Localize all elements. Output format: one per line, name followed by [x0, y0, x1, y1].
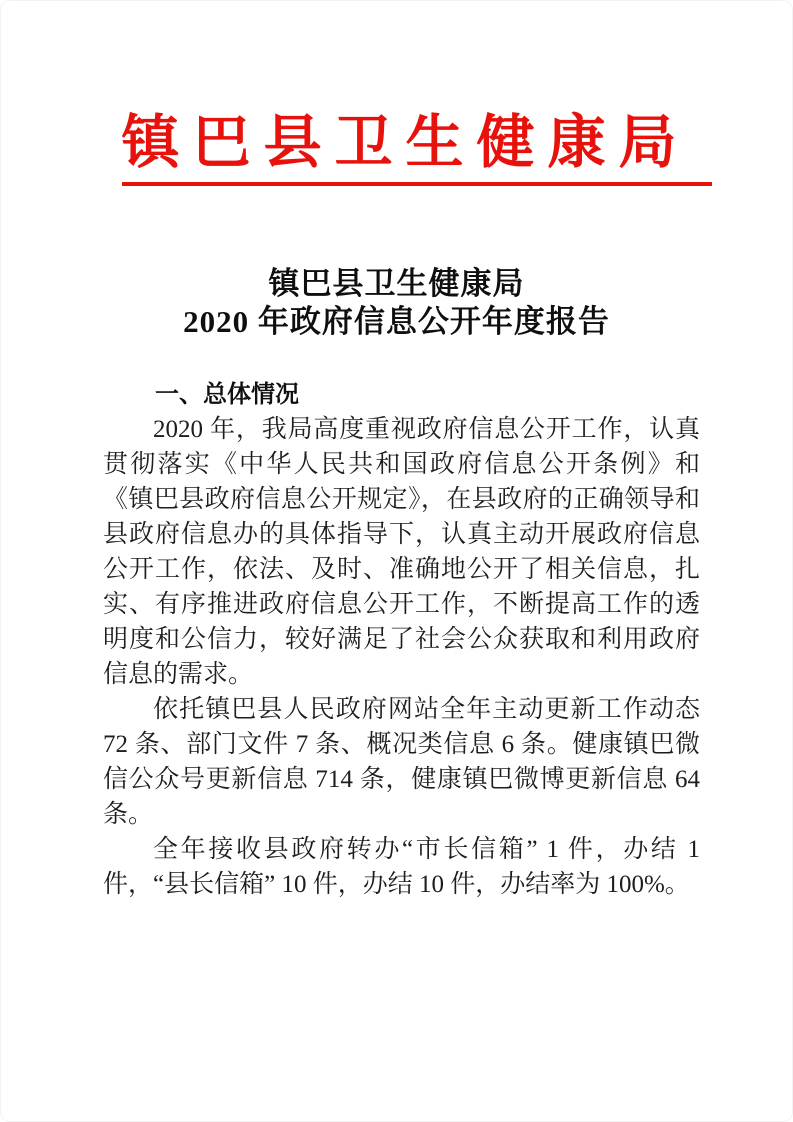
document-title-line1: 镇巴县卫生健康局 — [268, 266, 525, 301]
body-paragraph: 全年接收县政府转办“市长信箱” 1 件，办结 1 件，“县长信箱” 10 件，办结 10 件，办结率为 100%。 — [103, 836, 700, 898]
letterhead — [0, 104, 793, 182]
section-heading: 一、总体情况 — [155, 381, 299, 408]
document-body — [103, 377, 700, 902]
body-paragraph: 2020 年，我局高度重视政府信息公开工作，认真贯彻落实《中华人民共和国政府信息公开条例》和《镇巴县政府信息公开规定》，在县政府的正确领导和县政府信息办的具体指导下，认真主动开展政府信息公开工作，依法、及时、准确地公开了相关信息，扎实、有序推进政府信息公开工作，不断提高工作的透明度和公信力，较好满足了社会公众获取和利用政府信息的需求。 — [103, 416, 700, 688]
document-title — [0, 265, 793, 341]
letterhead-org-name: 镇巴县卫生健康局 — [121, 110, 690, 175]
letterhead-rule-divider — [122, 182, 712, 186]
body-paragraph: 依托镇巴县人民政府网站全年主动更新工作动态 72 条、部门文件 7 条、概况类信息 6 条。健康镇巴微信公众号更新信息 714 条，健康镇巴微博更新信息 64 条。 — [103, 696, 700, 828]
document-title-line2: 2020 年政府信息公开年度报告 — [183, 304, 610, 339]
